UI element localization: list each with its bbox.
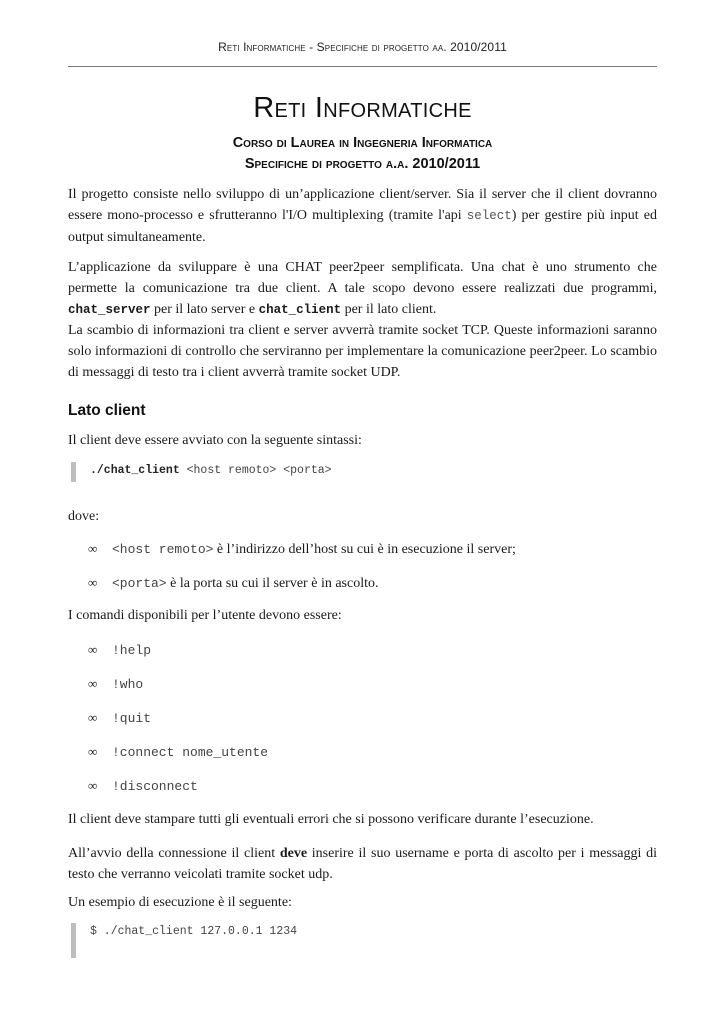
- intro-paragraph-2: L’applicazione da sviluppare è una CHAT peer2peer semplificata. Una chat è uno strumento che permette la comunicazione tra due client. A tale scopo devono essere realizzati due programmi, chat_server per il lato server e chat_client per il lato client.: [68, 260, 657, 317]
- syntax-code: ./chat_client <host remoto> <porta>: [90, 464, 332, 477]
- syntax-intro: Il client deve essere avviato con la seguente sintassi:: [68, 433, 362, 448]
- chat-client-code: chat_client: [258, 303, 342, 317]
- select-api-code: select: [466, 209, 512, 223]
- errors-paragraph: Il client deve stampare tutti gli eventuali errori che si possono verificare durante l’esecuzione.: [68, 812, 594, 827]
- section-heading-lato-client: Lato client: [68, 402, 146, 419]
- running-header: Reti Informatiche - Specifiche di progetto aa. 2010/2011: [218, 40, 507, 54]
- startup-paragraph: All’avvio della connessione il client deve inserire il suo username e porta di ascolto per i messaggi di testo che verranno veicolati tramite socket udp.: [68, 846, 657, 882]
- infinity-bullet-icon: ∞: [88, 642, 98, 657]
- infinity-bullet-icon: ∞: [88, 710, 98, 725]
- param-item: ∞ <host remoto> è l’indirizzo dell’host su cui è in esecuzione il server;: [88, 541, 516, 557]
- example-code: $ ./chat_client 127.0.0.1 1234: [90, 925, 298, 938]
- intro-paragraph-3: La scambio di informazioni tra client e server avverrà tramite socket TCP. Queste informazioni saranno solo informazioni di controllo che serviranno per implementare la comunicazione peer2peer. Lo scambio di messaggi di testo tra i client avverrà tramite socket UDP.: [68, 323, 657, 380]
- course-subtitle: Corso di Laurea in Ingegneria Informatica: [232, 135, 493, 151]
- infinity-bullet-icon: ∞: [88, 575, 98, 590]
- infinity-bullet-icon: ∞: [88, 744, 98, 759]
- document-title: Reti Informatiche: [253, 92, 472, 124]
- code-block-bar: [71, 923, 76, 958]
- infinity-bullet-icon: ∞: [88, 541, 98, 556]
- dove-label: dove:: [68, 509, 100, 524]
- param-item: ∞ <porta> è la porta su cui il server è in ascolto.: [88, 575, 379, 591]
- command-item: ∞ !who: [88, 676, 144, 692]
- header-divider: [68, 66, 657, 67]
- infinity-bullet-icon: ∞: [88, 778, 98, 793]
- command-item: ∞ !disconnect: [88, 778, 198, 794]
- infinity-bullet-icon: ∞: [88, 676, 98, 691]
- intro-paragraph-1: Il progetto consiste nello sviluppo di un’applicazione client/server. Sia il server che il client dovranno essere mono-processo e sfrutteranno l'I/O multiplexing (tramite l'api select) per gestire più input ed output simultaneamente.: [68, 187, 657, 245]
- spec-subtitle: Specifiche di progetto a.a. 2010/2011: [244, 156, 481, 172]
- command-item: ∞ !help: [88, 642, 152, 658]
- command-item: ∞ !connect nome_utente: [88, 744, 269, 760]
- example-intro: Un esempio di esecuzione è il seguente:: [68, 895, 292, 910]
- command-item: ∞ !quit: [88, 710, 152, 726]
- code-block-bar: [71, 462, 76, 482]
- chat-server-code: chat_server: [68, 303, 151, 317]
- commands-intro: I comandi disponibili per l’utente devono essere:: [68, 608, 342, 623]
